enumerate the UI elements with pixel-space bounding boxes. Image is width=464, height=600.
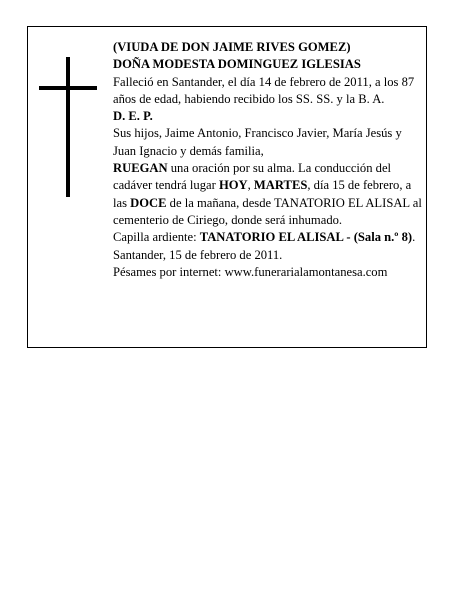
chapel-label: Capilla ardiente: — [113, 230, 200, 245]
widow-line: (VIUDA DE DON JAIME RIVES GOMEZ) — [113, 40, 351, 54]
deceased-name: DOÑA MODESTA DOMINGUEZ IGLESIAS — [113, 57, 361, 72]
funeral-details — [113, 160, 422, 229]
chapel-end: . — [412, 230, 416, 245]
cross-icon — [39, 57, 97, 197]
chapel-place: TANATORIO EL ALISAL - (Sala n.º 8) — [199, 230, 413, 245]
hour-doce: DOCE — [130, 195, 167, 210]
death-statement: Falleció en Santander, el día 14 de febrero de 2011, a los 87 años de edad, habiendo recibido los SS. SS. y la B. A. — [113, 74, 415, 106]
obituary-notice — [27, 26, 427, 348]
request-text-2: , día 15 de febrero, a las — [113, 178, 412, 210]
request-text-3: de la mañana, desde TANATORIO EL ALISAL al cementerio de Ciriego, donde será inhumado. — [113, 195, 422, 227]
chapel-line — [113, 229, 422, 246]
condolences-line: Pésames por internet: www.funerarialamontanesa.com — [113, 264, 388, 279]
family-line: Sus hijos, Jaime Antonio, Francisco Javier, María Jesús y Juan Ignacio y demás familia, — [113, 126, 402, 158]
rip-line: D. E. P. — [113, 109, 153, 124]
place-date: Santander, 15 de febrero de 2011. — [113, 247, 283, 262]
comma-separator: , — [247, 178, 254, 193]
request-verb: RUEGAN — [113, 161, 168, 176]
day-martes: MARTES — [253, 178, 308, 193]
request-text-1: una oración por su alma. La conducción del cadáver tendrá lugar — [113, 161, 392, 193]
cross-horizontal-bar — [39, 86, 97, 90]
notice-text — [113, 39, 422, 281]
day-hoy: HOY — [218, 178, 248, 193]
cross-vertical-bar — [66, 57, 70, 197]
